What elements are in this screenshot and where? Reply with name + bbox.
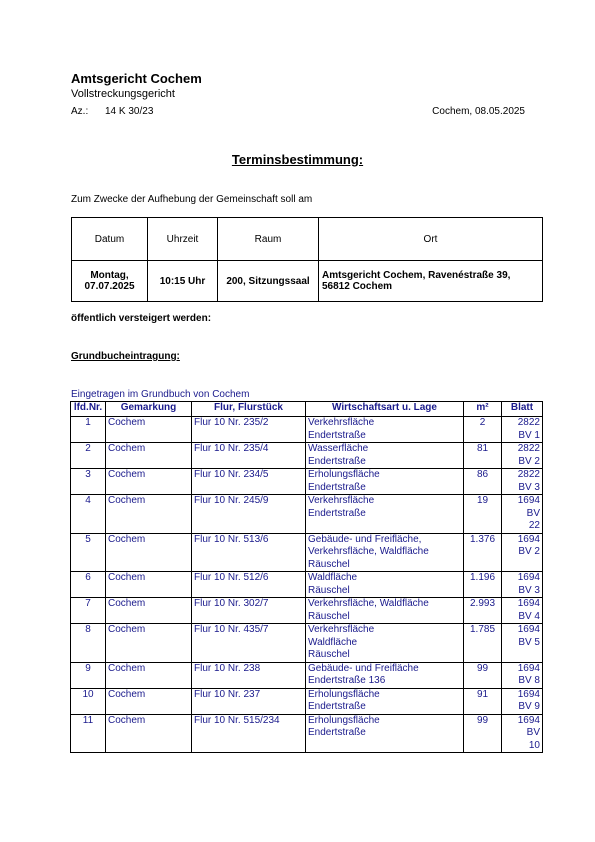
- table-row: [71, 469, 543, 495]
- cell-wirtschaftsart-line: Erholungsfläche: [308, 688, 380, 700]
- cell-nr: 5: [71, 533, 106, 572]
- cell-blatt: [502, 443, 543, 469]
- parcels-body: [71, 417, 543, 753]
- cell-flur: Flur 10 Nr. 513/6: [192, 533, 306, 572]
- cell-blatt-line: 1694: [517, 688, 540, 700]
- appointment-value-row: [72, 261, 543, 302]
- cell-gemarkung: Cochem: [106, 469, 192, 495]
- cell-m2: 99: [464, 662, 502, 688]
- table-row: [71, 572, 543, 598]
- cell-gemarkung: Cochem: [106, 495, 192, 534]
- cell-blatt-line: 10: [528, 739, 540, 751]
- cell-m2: 2.993: [464, 598, 502, 624]
- cell-gemarkung: Cochem: [106, 662, 192, 688]
- cell-gemarkung: Cochem: [106, 572, 192, 598]
- land-register-heading: Grundbucheintragung:: [71, 351, 180, 362]
- cell-blatt: [502, 624, 543, 663]
- cell-wirtschaftsart-line: Endertstraße: [308, 507, 366, 519]
- cell-m2: 1.785: [464, 624, 502, 663]
- cell-m2: 1.196: [464, 572, 502, 598]
- appointment-header-row: [72, 218, 543, 261]
- cell-blatt: [502, 495, 543, 534]
- cell-wirtschaftsart-line: Erholungsfläche: [308, 469, 380, 480]
- auction-statement: öffentlich versteigert werden:: [71, 313, 212, 324]
- cell-wirtschaftsart-line: Endertstraße: [308, 701, 366, 712]
- cell-blatt-line: 2822: [517, 443, 540, 454]
- cell-m2: 91: [464, 688, 502, 714]
- land-register-subheading: Eingetragen im Grundbuch von Cochem: [71, 389, 250, 400]
- cell-blatt-line: BV 3: [518, 584, 540, 596]
- cell-blatt: [502, 662, 543, 688]
- cell-flur: Flur 10 Nr. 512/6: [192, 572, 306, 598]
- col-header-flur: Flur, Flurstück: [192, 402, 306, 417]
- cell-flur: Flur 10 Nr. 515/234: [192, 714, 306, 753]
- cell-gemarkung: Cochem: [106, 443, 192, 469]
- appointment-time: 10:15 Uhr: [148, 261, 218, 302]
- cell-wirtschaftsart-line: Endertstraße 136: [308, 675, 386, 686]
- cell-nr: 6: [71, 572, 106, 598]
- cell-nr: 8: [71, 624, 106, 663]
- header-time: Uhrzeit: [148, 218, 218, 261]
- cell-blatt: [502, 688, 543, 714]
- cell-wirtschaftsart: [306, 443, 464, 469]
- cell-gemarkung: Cochem: [106, 624, 192, 663]
- cell-flur: Flur 10 Nr. 302/7: [192, 598, 306, 624]
- header-room: Raum: [218, 218, 319, 261]
- header-place: Ort: [319, 218, 543, 261]
- cell-blatt-line: 1694: [517, 572, 540, 583]
- cell-nr: 11: [71, 714, 106, 753]
- cell-wirtschaftsart: [306, 598, 464, 624]
- cell-nr: 3: [71, 469, 106, 495]
- cell-gemarkung: Cochem: [106, 688, 192, 714]
- cell-flur: Flur 10 Nr. 238: [192, 662, 306, 688]
- cell-wirtschaftsart: [306, 662, 464, 688]
- table-row: [71, 624, 543, 663]
- parcels-table: [70, 401, 543, 753]
- appointment-place-line2: 56812 Cochem: [322, 281, 393, 292]
- cell-wirtschaftsart-line: Waldfläche: [308, 572, 358, 583]
- cell-blatt-line: 1694: [517, 662, 540, 674]
- table-row: [71, 714, 543, 753]
- cell-nr: 9: [71, 662, 106, 688]
- cell-blatt-line: BV 3: [518, 481, 540, 493]
- appointment-room: 200, Sitzungssaal: [218, 261, 319, 302]
- appointment-date-value: 07.07.2025: [84, 281, 135, 292]
- cell-nr: 2: [71, 443, 106, 469]
- cell-blatt-line: BV 8: [518, 675, 540, 686]
- cell-wirtschaftsart-line: Gebäude- und Freifläche,: [308, 533, 422, 545]
- cell-blatt: [502, 417, 543, 443]
- appointment-place: [319, 261, 543, 302]
- cell-nr: 1: [71, 417, 106, 443]
- cell-m2: 2: [464, 417, 502, 443]
- cell-blatt-line: BV 9: [518, 701, 540, 712]
- col-header-gemarkung: Gemarkung: [106, 402, 192, 417]
- cell-nr: 10: [71, 688, 106, 714]
- cell-wirtschaftsart-line: Räuschel: [308, 584, 350, 596]
- cell-gemarkung: Cochem: [106, 533, 192, 572]
- cell-gemarkung: Cochem: [106, 598, 192, 624]
- parcels-header-row: [71, 402, 543, 417]
- cell-blatt: [502, 598, 543, 624]
- cell-flur: Flur 10 Nr. 234/5: [192, 469, 306, 495]
- court-name: Amtsgericht Cochem: [71, 71, 202, 86]
- cell-nr: 4: [71, 495, 106, 534]
- cell-blatt-line: 22: [528, 520, 540, 531]
- appointment-date: [72, 261, 148, 302]
- cell-wirtschaftsart-line: Endertstraße: [308, 727, 366, 738]
- cell-wirtschaftsart: [306, 688, 464, 714]
- cell-nr: 7: [71, 598, 106, 624]
- table-row: [71, 598, 543, 624]
- cell-blatt-line: BV: [526, 727, 540, 738]
- cell-blatt-line: 1694: [517, 624, 540, 635]
- appointment-weekday: Montag,: [90, 270, 129, 281]
- table-row: [71, 662, 543, 688]
- file-number: [71, 106, 153, 117]
- cell-wirtschaftsart: [306, 469, 464, 495]
- cell-blatt-line: 1694: [517, 533, 540, 545]
- table-row: [71, 495, 543, 534]
- table-row: [71, 688, 543, 714]
- table-row: [71, 443, 543, 469]
- cell-flur: Flur 10 Nr. 235/2: [192, 417, 306, 443]
- appointment-table: [71, 217, 543, 302]
- cell-blatt-line: BV 1: [518, 429, 540, 441]
- cell-flur: Flur 10 Nr. 235/4: [192, 443, 306, 469]
- cell-blatt: [502, 533, 543, 572]
- cell-wirtschaftsart: [306, 714, 464, 753]
- cell-m2: 81: [464, 443, 502, 469]
- cell-wirtschaftsart-line: Räuschel: [308, 649, 350, 660]
- cell-blatt-line: BV 2: [518, 455, 540, 467]
- cell-wirtschaftsart-line: Endertstraße: [308, 481, 366, 493]
- table-row: [71, 417, 543, 443]
- cell-wirtschaftsart-line: Verkehrsfläche, Waldfläche: [308, 546, 429, 557]
- col-header-blatt: Blatt: [502, 402, 543, 417]
- purpose-text: Zum Zwecke der Aufhebung der Gemeinschaft soll am: [71, 194, 313, 205]
- cell-blatt: [502, 572, 543, 598]
- cell-wirtschaftsart-line: Räuschel: [308, 558, 350, 570]
- cell-wirtschaftsart-line: Verkehrsfläche: [308, 495, 375, 506]
- cell-wirtschaftsart-line: Gebäude- und Freifläche: [308, 662, 419, 674]
- cell-blatt: [502, 469, 543, 495]
- cell-wirtschaftsart: [306, 495, 464, 534]
- document-title: Terminsbestimmung:: [231, 152, 364, 167]
- cell-m2: 86: [464, 469, 502, 495]
- file-number-value: 14 K 30/23: [105, 106, 154, 117]
- cell-flur: Flur 10 Nr. 435/7: [192, 624, 306, 663]
- cell-wirtschaftsart: [306, 624, 464, 663]
- cell-gemarkung: Cochem: [106, 714, 192, 753]
- cell-blatt-line: 1694: [517, 598, 540, 609]
- cell-blatt-line: BV 2: [518, 546, 540, 557]
- appointment-place-line1: Amtsgericht Cochem, Ravenéstraße 39,: [322, 270, 511, 281]
- cell-blatt-line: 1694: [517, 495, 540, 506]
- cell-wirtschaftsart-line: Endertstraße: [308, 429, 366, 441]
- file-number-label: Az.:: [71, 106, 89, 117]
- cell-blatt-line: 2822: [517, 469, 540, 480]
- cell-wirtschaftsart-line: Verkehrsfläche: [308, 624, 375, 635]
- cell-m2: 19: [464, 495, 502, 534]
- cell-wirtschaftsart-line: Erholungsfläche: [308, 714, 380, 726]
- col-header-m2: m²: [464, 402, 502, 417]
- place-date: Cochem, 08.05.2025: [432, 106, 525, 117]
- court-department: Vollstreckungsgericht: [71, 88, 175, 100]
- cell-wirtschaftsart: [306, 572, 464, 598]
- cell-blatt-line: BV 5: [518, 636, 540, 648]
- cell-wirtschaftsart-line: Waldfläche: [308, 636, 358, 648]
- cell-wirtschaftsart-line: Verkehrsfläche: [308, 417, 375, 428]
- cell-m2: 1.376: [464, 533, 502, 572]
- cell-wirtschaftsart: [306, 417, 464, 443]
- cell-wirtschaftsart: [306, 533, 464, 572]
- cell-wirtschaftsart-line: Räuschel: [308, 610, 350, 622]
- col-header-nr: lfd.Nr.: [71, 402, 106, 417]
- cell-blatt: [502, 714, 543, 753]
- col-header-art: Wirtschaftsart u. Lage: [306, 402, 464, 417]
- cell-m2: 99: [464, 714, 502, 753]
- table-row: [71, 533, 543, 572]
- cell-wirtschaftsart-line: Verkehrsfläche, Waldfläche: [308, 598, 429, 609]
- cell-blatt-line: 1694: [517, 714, 540, 726]
- header-date: Datum: [72, 218, 148, 261]
- cell-wirtschaftsart-line: Wasserfläche: [308, 443, 369, 454]
- cell-blatt-line: 2822: [517, 417, 540, 428]
- cell-blatt-line: BV: [526, 507, 540, 519]
- cell-blatt-line: BV 4: [518, 610, 540, 622]
- cell-gemarkung: Cochem: [106, 417, 192, 443]
- cell-flur: Flur 10 Nr. 245/9: [192, 495, 306, 534]
- cell-wirtschaftsart-line: Endertstraße: [308, 455, 366, 467]
- cell-flur: Flur 10 Nr. 237: [192, 688, 306, 714]
